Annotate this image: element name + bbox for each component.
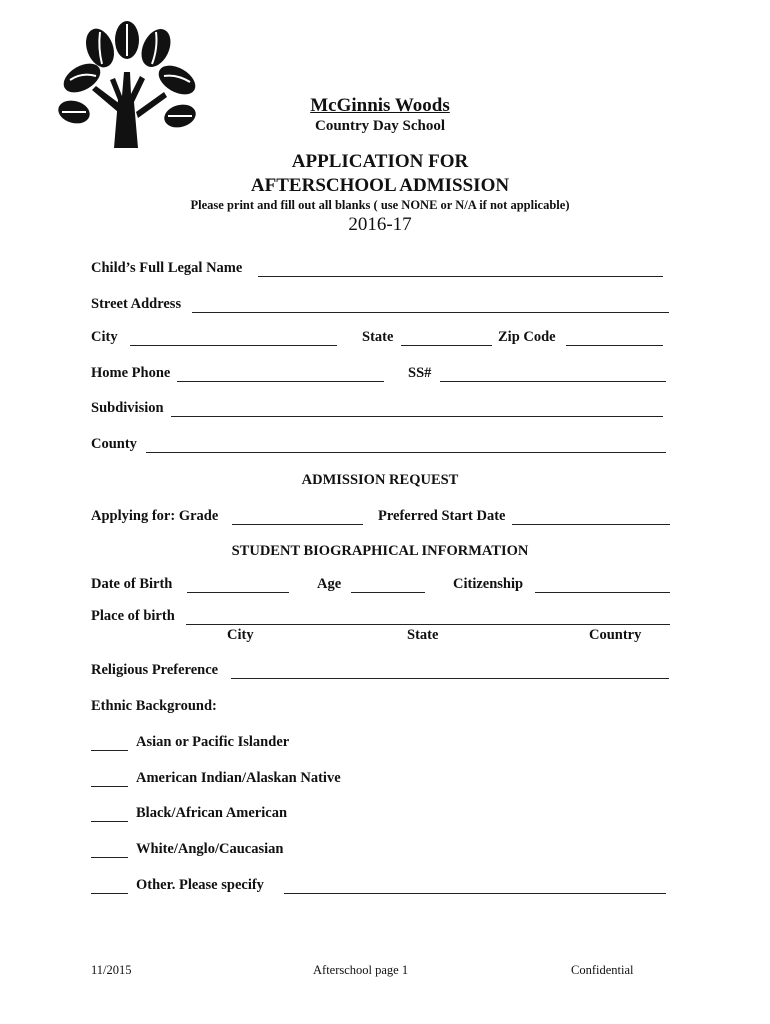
footer-page-label: Afterschool page 1 xyxy=(313,963,409,977)
zip-code-label: Zip Code xyxy=(498,329,556,345)
start-date-label: Preferred Start Date xyxy=(378,508,506,524)
street-address-field[interactable] xyxy=(192,294,669,313)
subdivision-label: Subdivision xyxy=(91,400,164,416)
pob-city-caption: City xyxy=(227,627,254,643)
county-label: County xyxy=(91,436,137,452)
form-instructions: Please print and fill out all blanks ( use NONE or N/A if not applicable) xyxy=(190,198,570,212)
zip-code-field[interactable] xyxy=(566,327,663,346)
ethnic-background-label: Ethnic Background: xyxy=(91,698,217,714)
tree-logo-icon xyxy=(52,20,202,150)
ethnic-option-other: Other. Please specify xyxy=(136,877,264,893)
religious-preference-label: Religious Preference xyxy=(91,662,219,678)
child-name-field[interactable] xyxy=(258,258,663,277)
ethnic-other-checkbox[interactable] xyxy=(91,875,128,894)
state-label: State xyxy=(362,329,394,345)
school-year: 2016-17 xyxy=(348,214,412,235)
ethnic-white-checkbox[interactable] xyxy=(91,839,128,858)
form-title-line1: APPLICATION FOR xyxy=(291,151,469,172)
ethnic-american-indian-checkbox[interactable] xyxy=(91,768,128,787)
religious-preference-field[interactable] xyxy=(231,660,669,679)
ethnic-other-specify-field[interactable] xyxy=(284,875,666,894)
city-label: City xyxy=(91,329,118,345)
citizenship-label: Citizenship xyxy=(453,576,524,592)
admission-request-heading: ADMISSION REQUEST xyxy=(301,472,459,488)
dob-field[interactable] xyxy=(187,574,289,593)
ethnic-option-black: Black/African American xyxy=(136,805,288,821)
grade-field[interactable] xyxy=(232,506,363,525)
applying-grade-label: Applying for: Grade xyxy=(91,508,219,524)
form-title-line2: AFTERSCHOOL ADMISSION xyxy=(250,175,510,196)
ethnic-option-white: White/Anglo/Caucasian xyxy=(136,841,284,857)
ssn-label: SS# xyxy=(408,365,432,381)
ethnic-option-asian: Asian or Pacific Islander xyxy=(136,734,290,750)
county-field[interactable] xyxy=(146,434,666,453)
ethnic-option-american-indian: American Indian/Alaskan Native xyxy=(136,770,341,786)
footer-revision-date: 11/2015 xyxy=(91,963,132,977)
pob-country-caption: Country xyxy=(589,627,642,643)
pob-state-caption: State xyxy=(407,627,439,643)
home-phone-field[interactable] xyxy=(177,363,384,382)
ethnic-black-checkbox[interactable] xyxy=(91,803,128,822)
child-name-label: Child’s Full Legal Name xyxy=(91,260,243,276)
ssn-field[interactable] xyxy=(440,363,666,382)
school-name: McGinnis Woods xyxy=(310,95,450,116)
start-date-field[interactable] xyxy=(512,506,670,525)
age-field[interactable] xyxy=(351,574,425,593)
home-phone-label: Home Phone xyxy=(91,365,171,381)
city-field[interactable] xyxy=(130,327,337,346)
ethnic-asian-checkbox[interactable] xyxy=(91,732,128,751)
footer-confidential: Confidential xyxy=(571,963,634,977)
street-address-label: Street Address xyxy=(91,296,182,312)
bio-info-heading: STUDENT BIOGRAPHICAL INFORMATION xyxy=(231,543,529,559)
place-of-birth-label: Place of birth xyxy=(91,608,175,624)
school-subtitle: Country Day School xyxy=(314,118,446,134)
citizenship-field[interactable] xyxy=(535,574,670,593)
dob-label: Date of Birth xyxy=(91,576,173,592)
subdivision-field[interactable] xyxy=(171,398,663,417)
state-field[interactable] xyxy=(401,327,492,346)
place-of-birth-field[interactable] xyxy=(186,606,670,625)
age-label: Age xyxy=(317,576,342,592)
